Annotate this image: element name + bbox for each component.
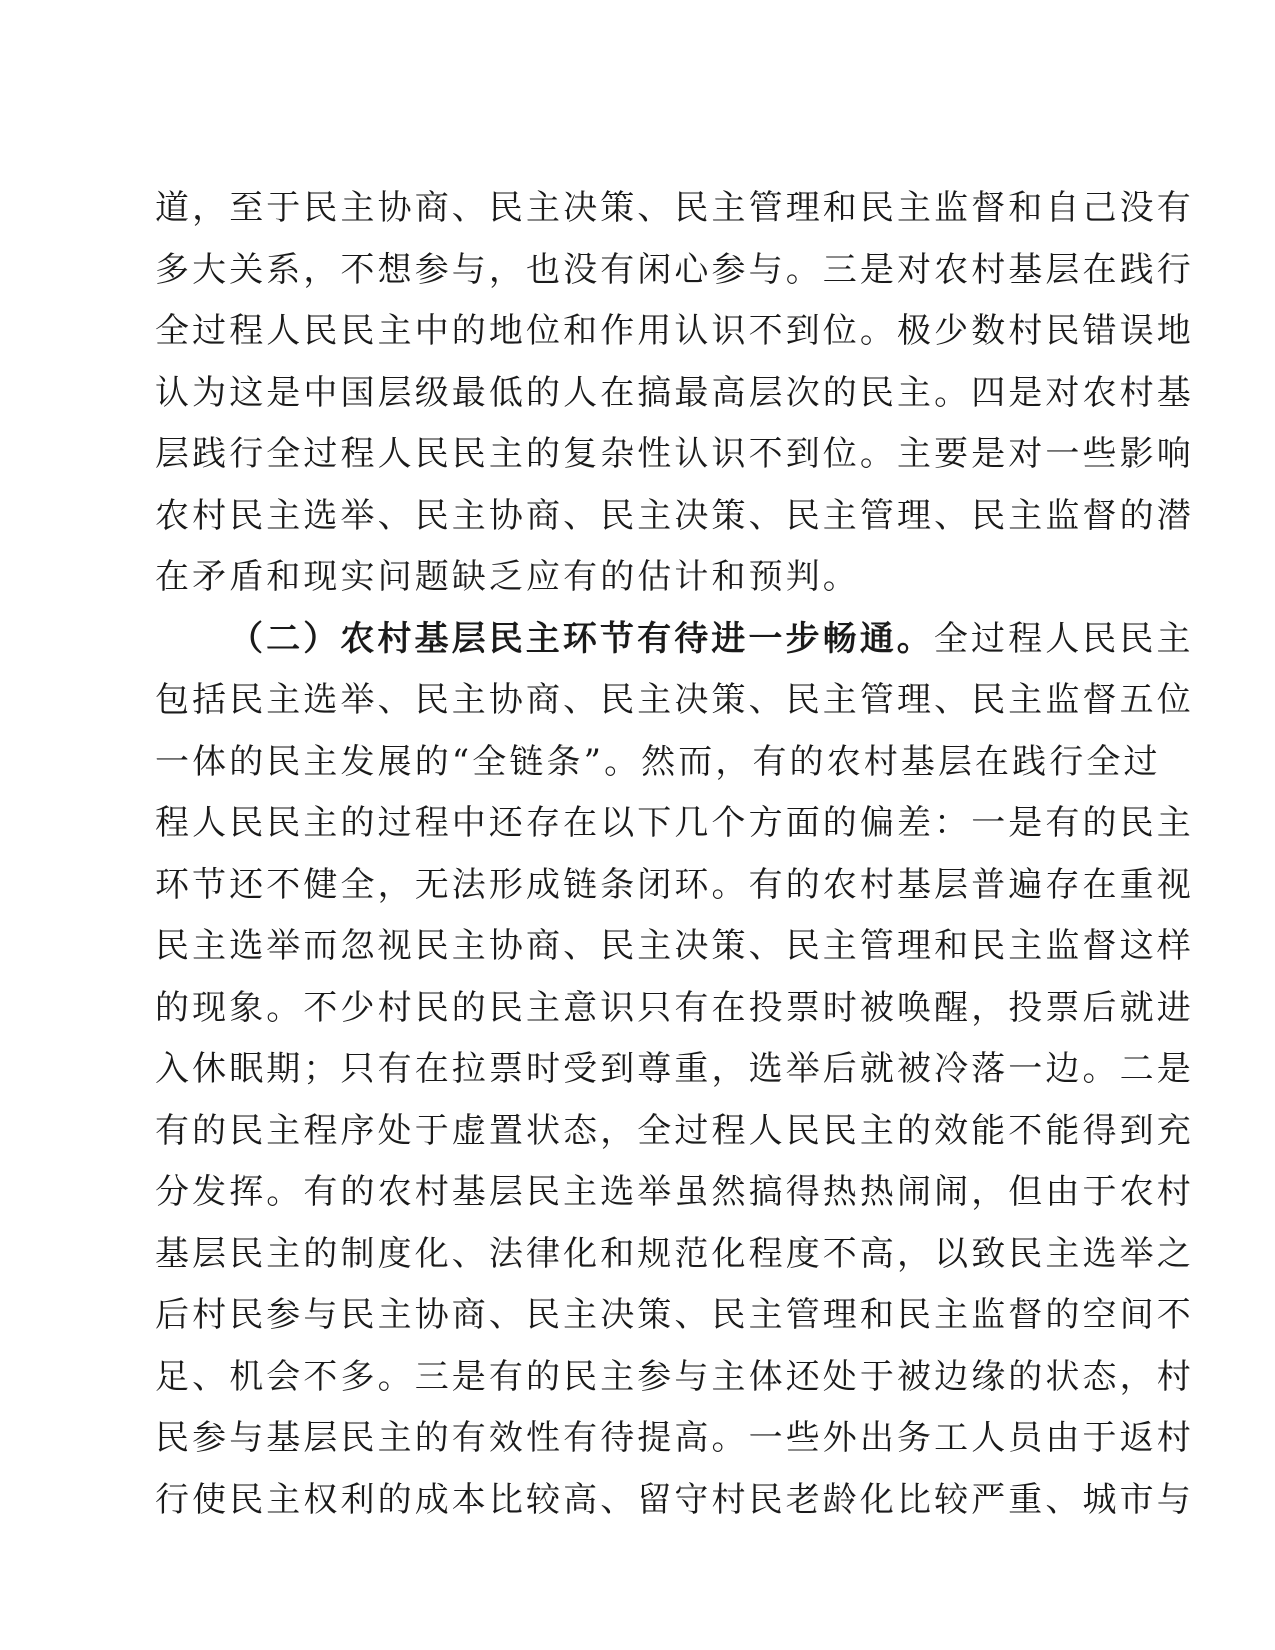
text-line: 入休眠期；只有在拉票时受到尊重，选举后就被冷落一边。二是 <box>155 1049 1194 1089</box>
text-line: 足、机会不多。三是有的民主参与主体还处于被边缘的状态，村 <box>155 1356 1194 1397</box>
text-line: 后村民参与民主协商、民主决策、民主管理和民主监督的空间不 <box>155 1295 1194 1335</box>
text-line: 分发挥。有的农村基层民主选举虽然搞得热热闹闹，但由于农村 <box>155 1172 1194 1212</box>
text-line: 多大关系，不想参与，也没有闲心参与。三是对农村基层在践行 <box>155 249 1194 290</box>
text-line: 道，至于民主协商、民主决策、民主管理和民主监督和自己没有 <box>155 188 1194 228</box>
paragraph-1 <box>155 178 1194 609</box>
text-line: 民主选举而忽视民主协商、民主决策、民主管理和民主监督这样 <box>155 926 1194 966</box>
text-line: 认为这是中国层级最低的人在搞最高层次的民主。四是对农村基 <box>155 372 1194 413</box>
text-line: 一体的民主发展的“全链条”。然而，有的农村基层在践行全过 <box>155 741 1161 782</box>
text-line: 的现象。不少村民的民主意识只有在投票时被唤醒，投票后就进 <box>155 987 1194 1028</box>
text-line: 有的民主程序处于虚置状态，全过程人民民主的效能不能得到充 <box>155 1110 1194 1151</box>
text-line: 行使民主权利的成本比较高、留守村民老龄化比较严重、城市与 <box>155 1479 1194 1520</box>
text-run: 全过程人民民主 <box>933 618 1194 659</box>
text-line: 环节还不健全，无法形成链条闭环。有的农村基层普遍存在重视 <box>155 864 1194 905</box>
text-line: 农村民主选举、民主协商、民主决策、民主管理、民主监督的潜 <box>155 495 1194 536</box>
text-line: 基层民主的制度化、法律化和规范化程度不高，以致民主选举之 <box>155 1233 1194 1274</box>
paragraph-2 <box>155 609 1194 1532</box>
paragraph-first-line <box>155 609 1194 671</box>
document-body <box>155 178 1194 1531</box>
text-line: 全过程人民民主中的地位和作用认识不到位。极少数村民错误地 <box>155 311 1194 351</box>
text-line: 在矛盾和现实问题缺乏应有的估计和预判。 <box>155 557 860 597</box>
text-line: 程人民民主的过程中还存在以下几个方面的偏差：一是有的民主 <box>155 803 1194 843</box>
text-line: 层践行全过程人民民主的复杂性认识不到位。主要是对一些影响 <box>155 434 1194 474</box>
section-heading: （二）农村基层民主环节有待进一步畅通。 <box>229 618 934 659</box>
text-line: 包括民主选举、民主协商、民主决策、民主管理、民主监督五位 <box>155 680 1194 720</box>
text-line: 民参与基层民主的有效性有待提高。一些外出务工人员由于返村 <box>155 1418 1194 1458</box>
